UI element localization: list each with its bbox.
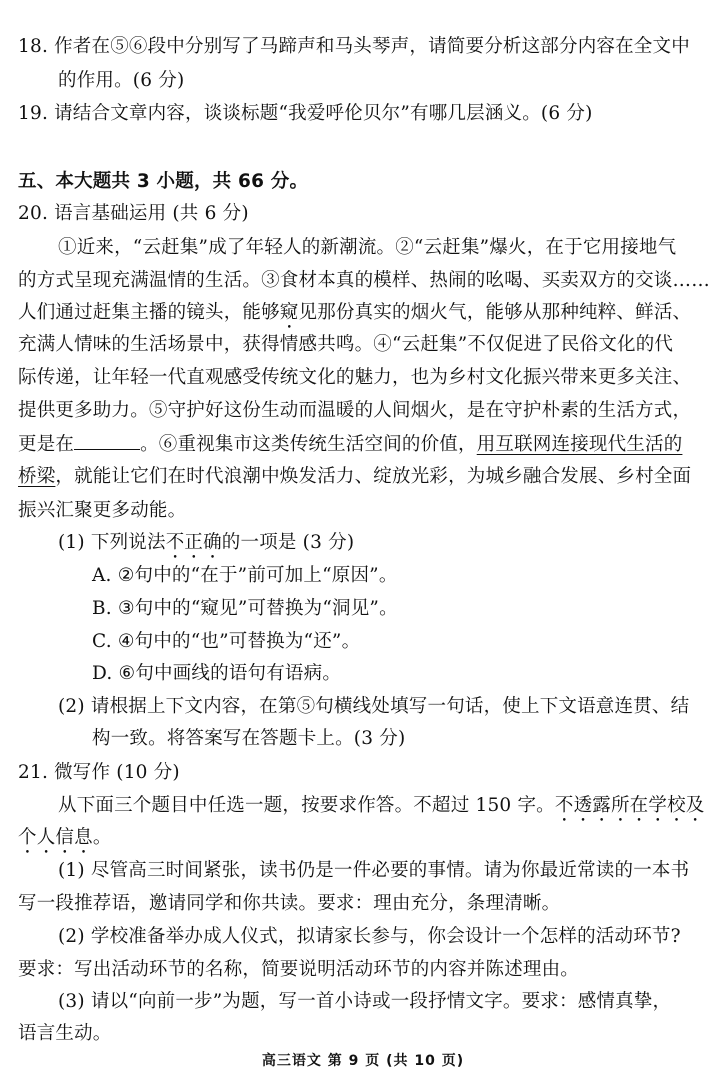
q21-topic3-line1: (3) 请以“向前一步”为题，写一首小诗或一段抒情文字。要求：感情真挚，	[58, 991, 672, 1012]
option-c: C. ④句中的“也”可替换为“还”。	[92, 631, 361, 652]
q21-intro-emph: 不透露所在学校及	[554, 795, 705, 816]
q21-intro-end: 。	[92, 827, 112, 848]
option-d: D. ⑥句中画线的语句有语病。	[92, 663, 342, 684]
q20-sub1-c: 的一项是 (3 分)	[221, 532, 355, 553]
q21-topic3-line2: 语言生动。	[18, 1023, 112, 1044]
q21-title: 21. 微写作 (10 分)	[18, 762, 180, 783]
fill-blank	[74, 435, 140, 450]
q18-line2: 的作用。(6 分)	[58, 70, 185, 91]
underlined-sentence-part2: 桥梁	[18, 466, 56, 487]
q21-topic1-line1: (1) 尽管高三时间紧张，读书仍是一件必要的事情。请为你最近常读的一本书	[58, 860, 690, 881]
q18-line1: 18. 作者在⑤⑥段中分别写了马蹄声和马头琴声，请简要分析这部分内容在全文中	[18, 36, 690, 57]
q20-passage-line7-b: 。⑥重视集市这类传统生活空间的价值，	[140, 434, 477, 455]
emphasized-negation: 不正确	[165, 532, 222, 553]
q20-passage-line2: 的方式呈现充满温情的生活。③食材本真的模样、热闹的吆喝、买卖双方的交谈……	[18, 270, 710, 291]
q21-intro-emph2: 个人信息	[18, 827, 93, 848]
q20-passage-line4: 充满人情味的生活场景中，获得情感共鸣。④“云赶集”不仅促进了民俗文化的代	[18, 334, 674, 355]
q20-passage-line7-a: 更是在	[18, 434, 75, 455]
q20-passage-line7	[18, 430, 718, 456]
q20-sub2-line1: (2) 请根据上下文内容，在第⑤句横线处填写一句话，使上下文语意连贯、结	[58, 696, 690, 717]
q20-passage-line3-c: 见那份真实的烟火气，能够从那种纯粹、鲜活、	[298, 302, 692, 323]
q20-passage-line3-a: 人们通过赶集主播的镜头，能够	[18, 302, 280, 323]
q20-passage-line1: ①近来，“云赶集”成了年轻人的新潮流。②“云赶集”爆火，在于它用接地气	[58, 237, 677, 258]
q21-intro-line1	[58, 791, 726, 826]
q21-topic2-line1: (2) 学校准备举办成人仪式，拟请家长参与，你会设计一个怎样的活动环节?	[58, 926, 681, 947]
q20-passage-line8	[18, 462, 718, 488]
q20-passage-line8-b: ，就能让它们在时代浪潮中焕发活力、绽放光彩，为城乡融合发展、乡村全面	[55, 466, 692, 487]
option-b: B. ③句中的“窥见”可替换为“洞见”。	[92, 598, 398, 619]
q20-passage-line5: 际传递，让年轻一代直观感受传统文化的魅力，也为乡村文化振兴带来更多关注、	[18, 367, 692, 388]
q20-sub1-a: (1) 下列说法	[58, 532, 166, 553]
q20-title: 20. 语言基础运用 (共 6 分)	[18, 203, 249, 224]
q21-topic2-line2: 要求：写出活动环节的名称，简要说明活动环节的内容并陈述理由。	[18, 959, 580, 980]
q19-line1: 19. 请结合文章内容，谈谈标题“我爱呼伦贝尔”有哪几层涵义。(6 分)	[18, 103, 593, 124]
q20-passage-line3	[18, 298, 718, 333]
q21-topic1-line2: 写一段推荐语，邀请同学和你共读。要求：理由充分，条理清晰。	[18, 893, 561, 914]
q20-sub2-line2: 构一致。将答案写在答题卡上。(3 分)	[92, 728, 406, 749]
section5-title: 五、本大题共 3 小题，共 66 分。	[18, 171, 309, 192]
q20-sub1	[58, 528, 726, 563]
underlined-sentence-part1: 用互联网连接现代生活的	[476, 434, 683, 455]
page-footer: 高三语文 第 9 页 (共 10 页)	[261, 1053, 465, 1069]
q20-passage-line6: 提供更多助力。⑤守护好这份生动而温暖的人间烟火，是在守护朴素的生活方式，	[18, 400, 692, 421]
q20-passage-line9: 振兴汇聚更多动能。	[18, 500, 187, 521]
emphasized-char: 窥	[279, 302, 299, 323]
q21-intro-a: 从下面三个题目中任选一题，按要求作答。不超过 150 字。	[58, 795, 555, 816]
q21-intro-line2	[18, 823, 718, 858]
option-a: A. ②句中的“在于”前可加上“原因”。	[92, 565, 398, 586]
